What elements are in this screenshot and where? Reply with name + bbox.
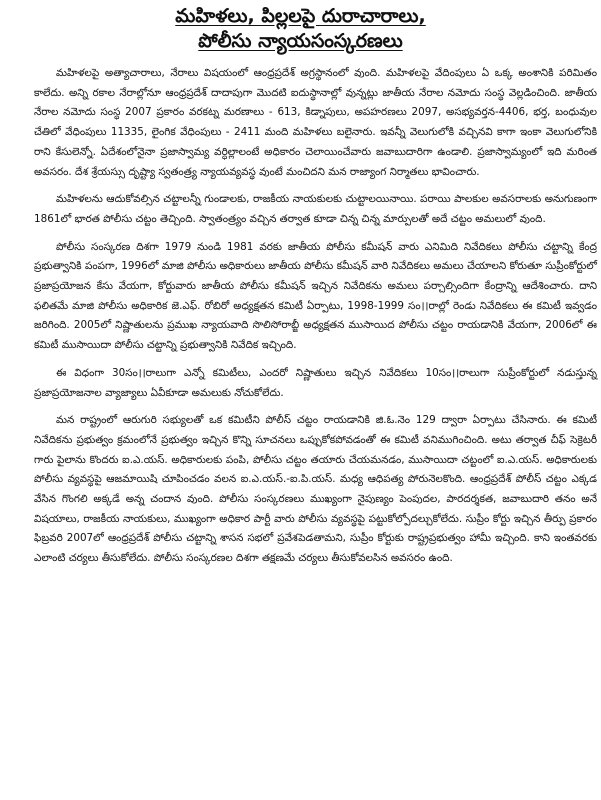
paragraph-5-text: మన రాష్ట్రంలో ఆరుగురి సభ్యులతో ఒక కమిటీని పోలీస్ చట్టం రాయడానికి జి.ఓ.నెం 129 ద్వారా ఏర్పాటు చేసినారు. ఈ కమిటీ నివేదికను ప్రభుత్వం క్రమంలోనే ప్రభుత్వం ఇచ్చిన కొన్ని సూచనలు ఒప్పుకోకపోవడంతో ఈ కమిటీ వనిముగించింది. అటు తర్వాత చీఫ్ సెక్రెటరీ గారు పైలాను కొందరు ఐ.ఎ.యస్. అధికారులకు పంపి, పోలీసు చట్టం తయారు చేయమనడం, ముసాయిదా చట్టంలో ఐ.ఎ.యస్. అధికారులకు పోలీసు వ్యవస్థపై ఆజమాయిషి చూపించడం వలన ఐ.ఎ.యస్.-ఐ.పి.యస్. మధ్య ఆధిపత్య పోరునెలకొంది. ఆంధ్రప్రదేశ్ పోలీస్ చట్టం ఎక్కడ వేసిన గొంగలి అక్కడే అన్న చందాన వుంది. పోలీసు సంస్కరణలు ముఖ్యంగా నైపుణ్యం పెంపుదల, పారదర్శకత, జవాబుదారి తనం అనే విషయాలు, రాజకీయ నాయకులు, ముఖ్యంగా అధికార పార్టీ వారు పోలీసు వ్యవస్థపై పట్టుకోల్పోదల్చుకోలేదు. సుప్రీం కోర్టు ఇచ్చిన తీర్పు ప్రకారం ఫిబ్రవరి 2007లో ఆంధ్రప్రదేశ్ పోలీసు చట్టాన్ని శాసన సభలో ప్రవేశపెడతామని, సుప్రీం కోర్టుకు రాష్ట్రప్రభుత్వం హామీ ఇచ్చింది. కాని ఇంతవరకు ఎలాంటి చర్యలు తీసుకోలేదు. పోలీసు సంస్కరణల దిశగా తక్షణమే చర్యలు తీసుకోవలసిన అవసరం ఉంది.: [34, 414, 597, 565]
paragraph-2: [34, 190, 597, 229]
paragraph-5: [34, 411, 597, 569]
paragraph-1: [34, 64, 597, 182]
paragraph-3-text: పోలీసు సంస్కరణ దిశగా 1979 నుండి 1981 వరకు జాతీయ పోలీసు కమీషన్ వారు ఎనిమిది నివేదికలు పోలీసు చట్టాన్ని కేంద్ర ప్రభుత్వానికి పంపగా, 1996లో మాజి పోలీసు అధికారులు జాతీయ పోలీసు కమీషన్ వారి నివేదికలు అమలు చేయాలని కోరుతూ సుప్రీంకోర్టులో ప్రజాప్రయోజన కేసు వేయగా, కోర్టువారు జాతీయ పోలీసు కమీషన్ ఇచ్చిన నివేదికను అమలు పర్చాల్సిందిగా కేంద్రాన్ని ఆదేశించారు. దాని ఫలితమే మాజి పోలీసు అధికారిక జె.ఎఫ్. రోబిరో అధ్యక్షతన కమిటీ ఏర్పాటు, 1998-1999 సం।।రాల్లో రెండు నివేదికలు ఈ కమిటీ ఇవ్వడం జరిగింది. 2005లో నిష్ణాతులను ప్రముఖ న్యాయవాది సొలిసోరాబ్జీ అధ్యక్షతన ముసాయిద పోలీసు చట్టం రాయడానికి వేయగా, 2006లో ఈ కమిటీ ముసాయిదా పోలీసు చట్టాన్ని ప్రభుత్వానికి నివేదిక ఇచ్చింది.: [34, 240, 597, 352]
article-header: [0, 0, 601, 54]
paragraph-2-text: మహిళలను ఆదుకోవల్సిన చట్టాలన్నీ గుండాలకు, రాజకీయ నాయకులకు చుట్టాలయినాయి. పరాయి పాలకుల అవసరాలకు అనుగుణంగా 1861లో భారత పోలీసు చట్టం తెచ్చింది. స్వాతంత్ర్యం వచ్చిన తర్వాత కూడా చిన్న చిన్న మార్పులతో అదే చట్టం అమలులో వుంది.: [34, 193, 597, 225]
paragraph-1-text: మహిళలపై అత్యాచారాలు, నేరాలు విషయంలో ఆంధ్రప్రదేశ్ అగ్రస్థానంలో వుంది. మహిళలపై వేదింపులు ఏ ఒక్క అంశానికి పరిమితం కాలేదు. అన్ని రకాల నేరాల్లోనూ ఆంధ్రప్రదేశ్ దాదాపుగా మొదటి ఐదుస్థానాల్లో వున్నట్లు జాతీయ నేరాల నమోదు సంస్థ వెల్లడించింది. జాతీయ నేరాల నమోదు సంస్థ 2007 ప్రకారం వరకట్న మరణాలు - 613, కిడ్నాపులు, అపహరణలు 2097, అసభ్యవర్తన-4406, భర్త, బంధువుల చేతిలో వేధింపులు 11335, లైంగిక వేధింపులు - 2411 మంది మహిళలు బలైనారు. ఇవన్నీ వెలుగులోకి వచ్చినవి కాగా ఇంకా వెలుగులోనికి రాని కేసులెన్నో. ఏదేశంలోనైనా ప్రజాస్వామ్య వర్ధిల్లాలంటే అధికారం చెలాయించేవారు జవాబుదారిగా ఉండాలి. ప్రజాస్వామ్యంలో ఇది మరింత అవసరం. దేశ శ్రేయస్సు దృష్ట్యా స్వతంత్ర్య న్యాయవ్యవస్థ వుంటే మంచిదని మన రాజ్యాంగ నిర్మాతలు భావించారు.: [34, 67, 597, 178]
article-title-line-1: మహిళలు, పిల్లలపై దురాచారాలు,: [175, 5, 426, 27]
paragraph-4: [34, 364, 597, 403]
article-title-line-2: పోలీసు న్యాయసంస్కరణలు: [198, 30, 403, 52]
paragraph-4-text: ఈ విధంగా 30సం।।రాలుగా ఎన్నో కమిటీలు, ఎందరో నిష్ణాతులు ఇచ్చిన నివేదికలు 10సం।।రాలుగా సుప్రీంకోర్టులో నడుస్తున్న ప్రజాప్రయోజనాల వ్యాజ్యాలు ఏవీకూడా అమలుకు నోచుకోలేదు.: [34, 366, 597, 399]
paragraph-3: [34, 238, 597, 356]
article-body: [0, 64, 601, 569]
